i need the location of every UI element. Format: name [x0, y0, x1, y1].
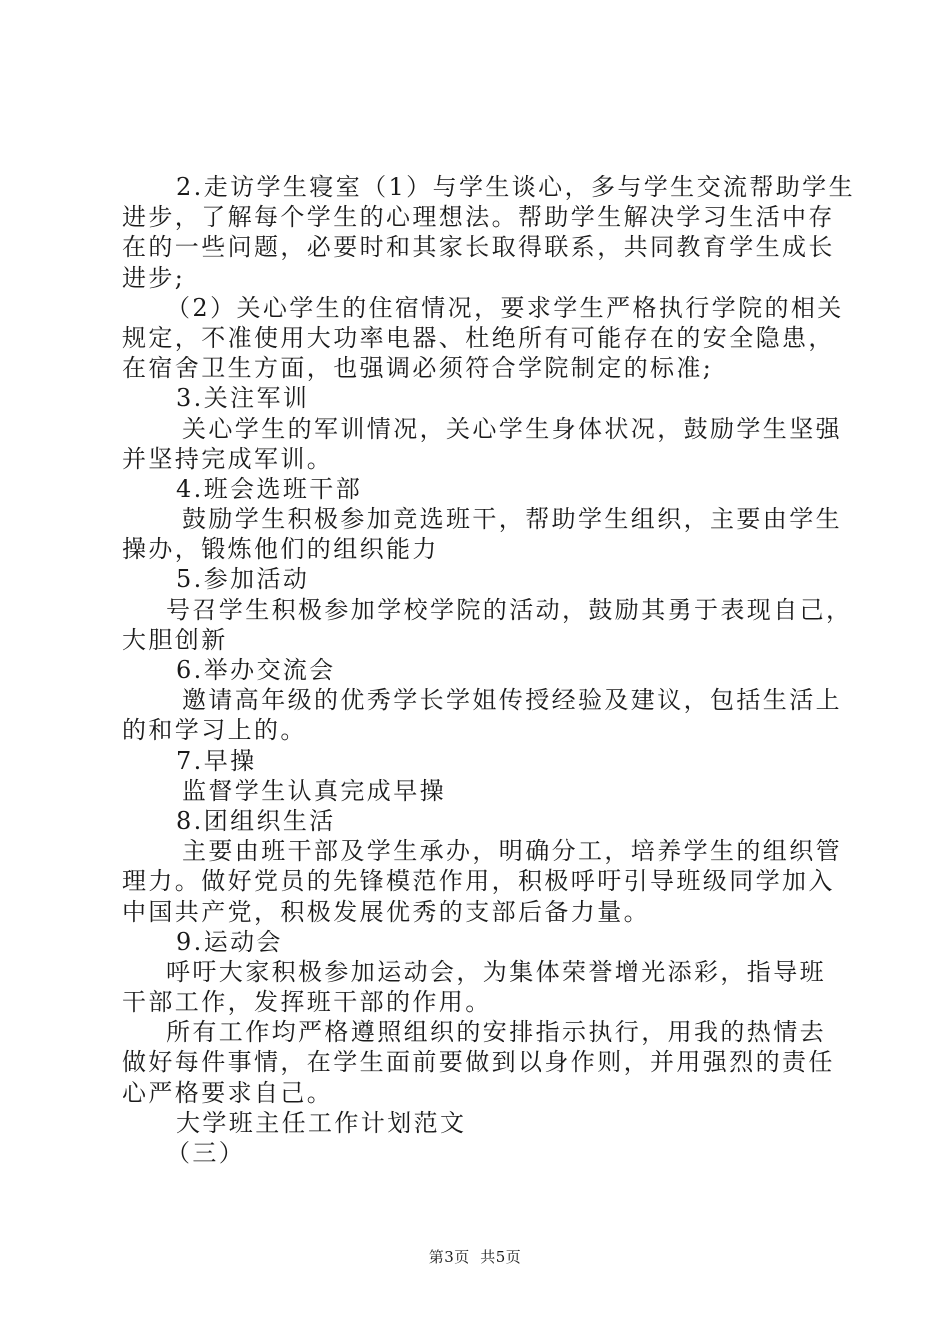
section-subtitle: （三） — [166, 1139, 246, 1167]
text-line: 的和学习上的。 — [122, 716, 307, 745]
text-line: 号召学生积极参加学校学院的活动，鼓励其勇于表现自己， — [166, 595, 853, 624]
text-line: 关心学生的军训情况，关心学生身体状况，鼓励学生坚强 — [182, 414, 842, 443]
text-line: 心严格要求自己。 — [122, 1078, 334, 1107]
page-number: 第3页 共5页 — [428, 1248, 522, 1266]
text-line: 进步，了解每个学生的心理想法。帮助学生解决学习生活中存 — [122, 203, 835, 232]
text-line: 主要由班干部及学生承办，明确分工，培养学生的组织管 — [182, 837, 842, 866]
text-line: 邀请高年级的优秀学长学姐传授经验及建议，包括生活上 — [182, 686, 842, 715]
text-line: 在宿舍卫生方面，也强调必须符合学院制定的标准; — [122, 354, 714, 383]
text-line: 规定，不准使用大功率电器、杜绝所有可能存在的安全隐患， — [122, 323, 835, 352]
section-heading: 6.举办交流会 — [176, 656, 336, 684]
text-line: 鼓励学生积极参加竞选班干，帮助学生组织，主要由学生 — [182, 505, 842, 534]
text-line: 中国共产党，积极发展优秀的支部后备力量。 — [122, 897, 650, 926]
text-line: 并坚持完成军训。 — [122, 444, 334, 473]
text-line: 做好每件事情，在学生面前要做到以身作则，并用强烈的责任 — [122, 1048, 835, 1077]
text-line: 呼吁大家积极参加运动会，为集体荣誉增光添彩，指导班 — [166, 957, 826, 986]
text-line: 监督学生认真完成早操 — [182, 776, 446, 805]
text-line: 进步; — [122, 263, 186, 292]
text-line: 大胆创新 — [122, 625, 228, 654]
text-line: 理力。做好党员的先锋模范作用，积极呼吁引导班级同学加入 — [122, 867, 835, 896]
section-heading: 9.运动会 — [176, 927, 283, 956]
page-footer — [0, 1246, 950, 1267]
document-body — [122, 172, 855, 1168]
text-line: （2）关心学生的住宿情况，要求学生严格执行学院的相关 — [166, 293, 844, 322]
text-line: 干部工作，发挥班干部的作用。 — [122, 988, 492, 1017]
section-heading: 3.关注军训 — [176, 384, 310, 413]
text-line: 2.走访学生寝室（1）与学生谈心，多与学生交流帮助学生 — [176, 173, 855, 201]
text-line: 所有工作均严格遵照组织的安排指示执行，用我的热情去 — [166, 1018, 826, 1047]
section-heading: 8.团组织生活 — [176, 806, 336, 835]
text-line: 在的一些问题，必要时和其家长取得联系，共同教育学生成长 — [122, 233, 835, 262]
section-heading: 5.参加活动 — [176, 565, 310, 594]
text-line: 操办，锻炼他们的组织能力 — [122, 535, 439, 564]
section-heading: 7.早操 — [176, 746, 257, 775]
section-title: 大学班主任工作计划范文 — [176, 1108, 467, 1137]
section-heading: 4.班会选班干部 — [176, 474, 363, 503]
